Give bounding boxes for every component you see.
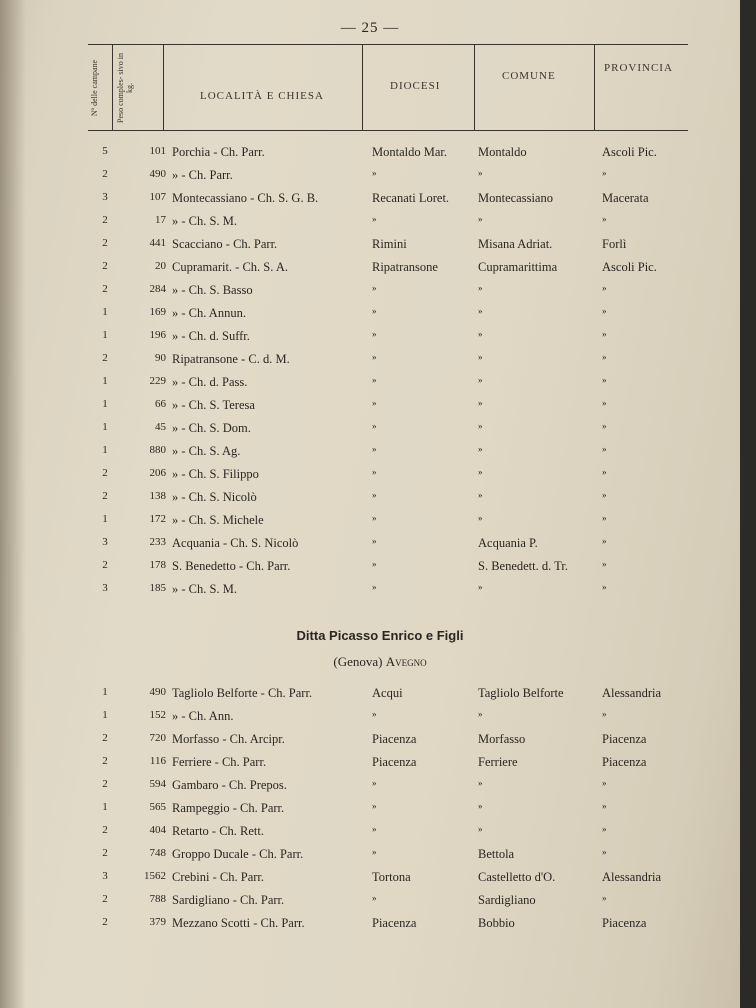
cell-diocesi: » (372, 536, 377, 546)
cell-diocesi: » (372, 490, 377, 500)
cell-provincia: » (602, 398, 607, 408)
cell-diocesi: » (372, 421, 377, 431)
cell-campane: 3 (102, 582, 108, 594)
cell-localita: » - Ch. d. Suffr. (172, 329, 250, 343)
cell-comune: Montecassiano (478, 191, 553, 205)
cell-comune: Morfasso (478, 732, 526, 746)
cell-provincia: » (602, 214, 607, 224)
table-row (0, 145, 740, 167)
section-city: (Genova) (333, 654, 383, 669)
cell-campane: 1 (102, 801, 108, 813)
cell-diocesi: » (372, 559, 377, 569)
cell-campane: 2 (102, 778, 108, 790)
cell-campane: 1 (102, 329, 108, 341)
table-row (0, 801, 740, 823)
table-row (0, 421, 740, 443)
table-row (0, 306, 740, 328)
cell-peso: 196 (149, 329, 166, 341)
cell-diocesi: Piacenza (372, 755, 417, 769)
table-row (0, 686, 740, 708)
cell-peso: 172 (149, 513, 166, 525)
cell-localita: » - Ch. S. Ag. (172, 444, 241, 458)
cell-provincia: Ascoli Pic. (602, 260, 657, 274)
header-divider-2 (163, 44, 164, 130)
cell-campane: 2 (102, 916, 108, 928)
cell-comune: » (478, 398, 483, 408)
cell-peso: 107 (149, 191, 166, 203)
cell-comune: » (478, 283, 483, 293)
cell-diocesi: Piacenza (372, 916, 417, 930)
cell-peso: 594 (149, 778, 166, 790)
cell-localita: Porchia - Ch. Parr. (172, 145, 265, 159)
cell-diocesi: » (372, 214, 377, 224)
cell-comune: » (478, 467, 483, 477)
cell-peso: 404 (149, 824, 166, 836)
cell-localita: » - Ch. S. M. (172, 582, 237, 596)
cell-peso: 169 (149, 306, 166, 318)
cell-provincia: » (602, 847, 607, 857)
cell-diocesi: » (372, 306, 377, 316)
cell-diocesi: » (372, 778, 377, 788)
cell-diocesi: » (372, 168, 377, 178)
cell-diocesi: » (372, 283, 377, 293)
table-row (0, 191, 740, 213)
cell-localita: Cupramarit. - Ch. S. A. (172, 260, 288, 274)
cell-peso: 101 (149, 145, 166, 157)
cell-peso: 880 (149, 444, 166, 456)
table-row (0, 467, 740, 489)
table-row (0, 237, 740, 259)
cell-diocesi: » (372, 375, 377, 385)
header-diocesi: DIOCESI (390, 80, 441, 92)
cell-comune: Montaldo (478, 145, 527, 159)
cell-peso: 284 (149, 283, 166, 295)
table-row (0, 444, 740, 466)
cell-comune: » (478, 375, 483, 385)
cell-localita: Scacciano - Ch. Parr. (172, 237, 278, 251)
cell-campane: 1 (102, 686, 108, 698)
header-provincia: PROVINCIA (604, 62, 673, 74)
cell-peso: 788 (149, 893, 166, 905)
cell-provincia: Macerata (602, 191, 649, 205)
cell-peso: 17 (155, 214, 166, 226)
table-row (0, 847, 740, 869)
cell-localita: Tagliolo Belforte - Ch. Parr. (172, 686, 313, 700)
table-row (0, 329, 740, 351)
cell-localita: » - Ch. S. M. (172, 214, 237, 228)
cell-diocesi: Rimini (372, 237, 407, 251)
cell-comune: » (478, 801, 483, 811)
cell-provincia: » (602, 467, 607, 477)
cell-provincia: Alessandria (602, 686, 662, 700)
cell-campane: 1 (102, 709, 108, 721)
cell-diocesi: » (372, 847, 377, 857)
cell-campane: 2 (102, 755, 108, 767)
cell-provincia: » (602, 824, 607, 834)
cell-campane: 2 (102, 168, 108, 180)
cell-provincia: » (602, 329, 607, 339)
cell-peso: 66 (155, 398, 166, 410)
page-number: — 25 — (340, 20, 400, 36)
cell-diocesi: Piacenza (372, 732, 417, 746)
cell-provincia: » (602, 444, 607, 454)
cell-localita: Montecassiano - Ch. S. G. B. (172, 191, 319, 205)
table-row (0, 352, 740, 374)
cell-campane: 2 (102, 847, 108, 859)
cell-campane: 2 (102, 467, 108, 479)
cell-comune: » (478, 490, 483, 500)
header-comune: COMUNE (502, 70, 556, 82)
table-row (0, 732, 740, 754)
cell-peso: 20 (155, 260, 166, 272)
cell-comune: » (478, 306, 483, 316)
cell-provincia: Ascoli Pic. (602, 145, 657, 159)
header-localita: LOCALITÀ E CHIESA (200, 90, 324, 102)
cell-comune: Misana Adriat. (478, 237, 553, 251)
cell-localita: Crebini - Ch. Parr. (172, 870, 265, 884)
cell-comune: » (478, 214, 483, 224)
cell-comune: Castelletto d'O. (478, 870, 556, 884)
cell-provincia: Piacenza (602, 755, 647, 769)
header-divider-5 (594, 44, 595, 130)
cell-provincia: » (602, 778, 607, 788)
table-row (0, 755, 740, 777)
cell-campane: 2 (102, 352, 108, 364)
cell-provincia: » (602, 893, 607, 903)
cell-localita: Gambaro - Ch. Prepos. (172, 778, 287, 792)
table-row (0, 490, 740, 512)
cell-localita: » - Ch. S. Dom. (172, 421, 251, 435)
cell-diocesi: » (372, 709, 377, 719)
table-row (0, 536, 740, 558)
cell-diocesi: » (372, 329, 377, 339)
cell-provincia: » (602, 559, 607, 569)
cell-provincia: » (602, 168, 607, 178)
header-peso: Peso comples- sivo in kg. (116, 53, 134, 123)
table-row (0, 709, 740, 731)
cell-comune: » (478, 582, 483, 592)
cell-campane: 3 (102, 870, 108, 882)
table-row (0, 214, 740, 236)
cell-comune: Ferriere (478, 755, 518, 769)
table-row (0, 893, 740, 915)
cell-diocesi: » (372, 582, 377, 592)
cell-comune: Cupramarittima (478, 260, 558, 274)
cell-diocesi: » (372, 467, 377, 477)
cell-provincia: » (602, 709, 607, 719)
cell-localita: Acquania - Ch. S. Nicolò (172, 536, 299, 550)
cell-localita: Ripatransone - C. d. M. (172, 352, 290, 366)
cell-peso: 1562 (144, 870, 166, 882)
cell-localita: » - Ch. S. Nicolò (172, 490, 257, 504)
header-divider-1 (112, 44, 113, 130)
cell-peso: 45 (155, 421, 166, 433)
cell-provincia: » (602, 582, 607, 592)
section-title: Ditta Picasso Enrico e Figli (296, 628, 464, 643)
table-row (0, 513, 740, 535)
cell-diocesi: » (372, 444, 377, 454)
table-row (0, 168, 740, 190)
cell-localita: Mezzano Scotti - Ch. Parr. (172, 916, 305, 930)
table-row (0, 824, 740, 846)
cell-localita: Morfasso - Ch. Arcipr. (172, 732, 285, 746)
cell-localita: Retarto - Ch. Rett. (172, 824, 264, 838)
cell-peso: 565 (149, 801, 166, 813)
cell-comune: Bobbio (478, 916, 515, 930)
cell-campane: 1 (102, 444, 108, 456)
cell-comune: Tagliolo Belforte (478, 686, 564, 700)
cell-comune: » (478, 513, 483, 523)
cell-localita: » - Ch. Ann. (172, 709, 234, 723)
cell-localita: » - Ch. Parr. (172, 168, 233, 182)
table-row (0, 870, 740, 892)
cell-campane: 2 (102, 214, 108, 226)
cell-localita: » - Ch. Annun. (172, 306, 246, 320)
table-row (0, 778, 740, 800)
header-divider-4 (474, 44, 475, 130)
cell-campane: 1 (102, 421, 108, 433)
cell-campane: 1 (102, 398, 108, 410)
cell-comune: S. Benedett. d. Tr. (478, 559, 568, 573)
cell-peso: 185 (149, 582, 166, 594)
cell-peso: 233 (149, 536, 166, 548)
cell-comune: Bettola (478, 847, 515, 861)
cell-localita: » - Ch. S. Teresa (172, 398, 255, 412)
table-row (0, 283, 740, 305)
cell-localita: » - Ch. d. Pass. (172, 375, 248, 389)
header-bottom-rule (88, 130, 688, 131)
cell-diocesi: Acqui (372, 686, 403, 700)
cell-localita: Ferriere - Ch. Parr. (172, 755, 267, 769)
cell-peso: 490 (149, 686, 166, 698)
cell-provincia: » (602, 306, 607, 316)
cell-localita: Rampeggio - Ch. Parr. (172, 801, 285, 815)
cell-campane: 1 (102, 375, 108, 387)
cell-provincia: » (602, 375, 607, 385)
cell-diocesi: Ripatransone (372, 260, 438, 274)
cell-campane: 2 (102, 283, 108, 295)
section-subtitle (240, 654, 520, 670)
cell-campane: 1 (102, 513, 108, 525)
cell-localita: » - Ch. S. Michele (172, 513, 264, 527)
header-campane: Nº delle campane (90, 59, 99, 117)
cell-campane: 1 (102, 306, 108, 318)
cell-campane: 2 (102, 824, 108, 836)
cell-diocesi: » (372, 801, 377, 811)
cell-comune: » (478, 421, 483, 431)
cell-peso: 720 (149, 732, 166, 744)
cell-peso: 138 (149, 490, 166, 502)
cell-provincia: » (602, 421, 607, 431)
header-top-rule (88, 44, 688, 45)
cell-provincia: » (602, 513, 607, 523)
table-row (0, 260, 740, 282)
cell-provincia: » (602, 801, 607, 811)
cell-localita: » - Ch. S. Basso (172, 283, 253, 297)
cell-localita: » - Ch. S. Filippo (172, 467, 259, 481)
cell-diocesi: Montaldo Mar. (372, 145, 447, 159)
cell-diocesi: Tortona (372, 870, 411, 884)
cell-diocesi: » (372, 352, 377, 362)
cell-diocesi: » (372, 824, 377, 834)
cell-diocesi: » (372, 893, 377, 903)
cell-peso: 178 (149, 559, 166, 571)
header-divider-3 (362, 44, 363, 130)
table-row (0, 916, 740, 938)
cell-comune: » (478, 778, 483, 788)
cell-provincia: » (602, 283, 607, 293)
cell-provincia: » (602, 352, 607, 362)
cell-campane: 5 (102, 145, 108, 157)
cell-campane: 2 (102, 237, 108, 249)
section-place: Avegno (385, 654, 427, 669)
cell-campane: 2 (102, 559, 108, 571)
cell-localita: Groppo Ducale - Ch. Parr. (172, 847, 304, 861)
cell-diocesi: » (372, 398, 377, 408)
cell-provincia: Forlì (602, 237, 627, 251)
table-row (0, 559, 740, 581)
cell-localita: S. Benedetto - Ch. Parr. (172, 559, 291, 573)
table-row (0, 582, 740, 604)
table-row (0, 398, 740, 420)
cell-provincia: Piacenza (602, 732, 647, 746)
cell-provincia: Piacenza (602, 916, 647, 930)
cell-comune: » (478, 709, 483, 719)
cell-peso: 748 (149, 847, 166, 859)
table-row (0, 375, 740, 397)
cell-campane: 2 (102, 260, 108, 272)
cell-campane: 2 (102, 490, 108, 502)
cell-comune: » (478, 168, 483, 178)
cell-peso: 229 (149, 375, 166, 387)
cell-peso: 116 (149, 755, 166, 767)
cell-comune: » (478, 329, 483, 339)
cell-comune: Acquania P. (478, 536, 538, 550)
cell-comune: » (478, 444, 483, 454)
cell-diocesi: Recanati Loret. (372, 191, 450, 205)
cell-campane: 2 (102, 893, 108, 905)
cell-campane: 3 (102, 191, 108, 203)
cell-comune: » (478, 824, 483, 834)
cell-localita: Sardigliano - Ch. Parr. (172, 893, 285, 907)
cell-campane: 2 (102, 732, 108, 744)
cell-campane: 3 (102, 536, 108, 548)
cell-peso: 441 (149, 237, 166, 249)
cell-provincia: Alessandria (602, 870, 662, 884)
cell-peso: 206 (149, 467, 166, 479)
cell-peso: 490 (149, 168, 166, 180)
cell-peso: 379 (149, 916, 166, 928)
cell-comune: » (478, 352, 483, 362)
cell-provincia: » (602, 490, 607, 500)
cell-comune: Sardigliano (478, 893, 536, 907)
cell-peso: 90 (155, 352, 166, 364)
cell-diocesi: » (372, 513, 377, 523)
cell-peso: 152 (149, 709, 166, 721)
cell-provincia: » (602, 536, 607, 546)
